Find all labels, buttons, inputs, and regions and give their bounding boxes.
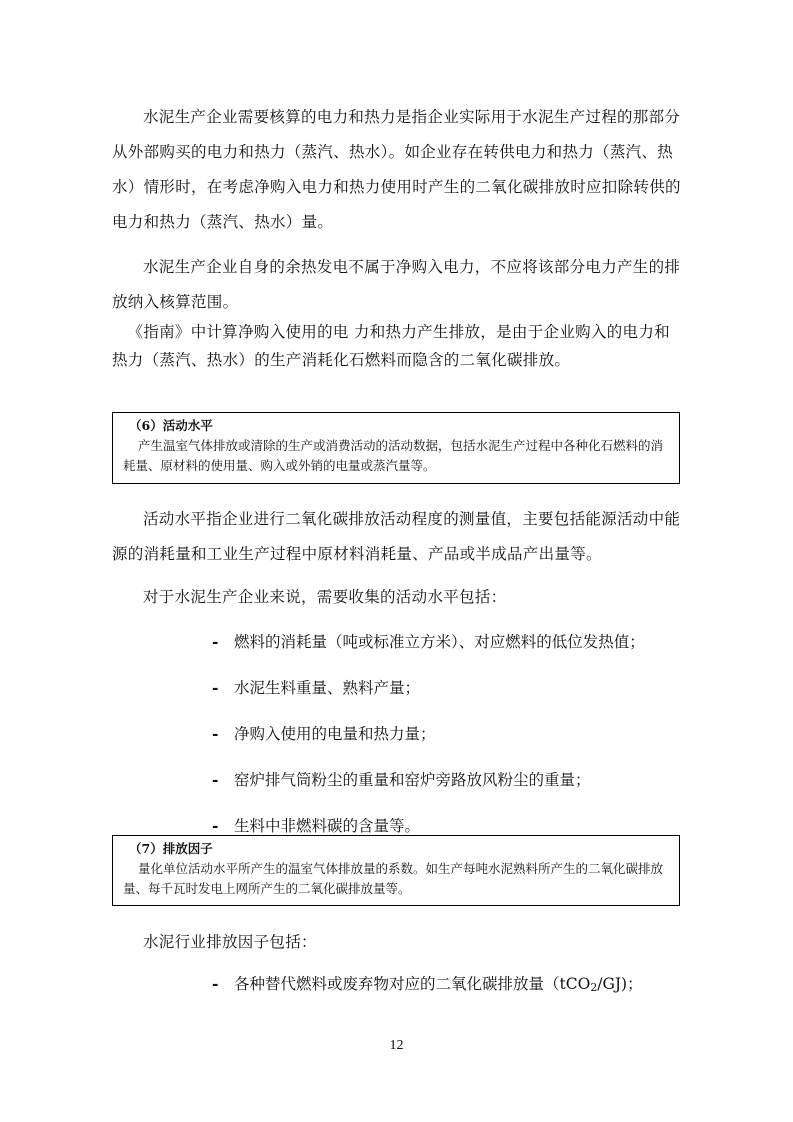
definition-body: 量化单位活动水平所产生的温室气体排放量的系数。如生产每吨水泥熟料所产生的二氧化碳排放量、每千瓦时发电上网所产生的二氧化碳排放量等。 — [123, 861, 664, 896]
list-item: - 生料中非燃料碳的含量等。 — [212, 816, 421, 835]
activity-level-list — [212, 631, 682, 861]
dash-bullet: - — [212, 632, 219, 651]
list-item: - 燃料的消耗量（吨或标准立方米）、对应燃料的低位发热值； — [212, 632, 645, 651]
paragraph-activity-level: 活动水平指企业进行二氧化碳排放活动程度的测量值，主要包括能源活动中能源的消耗量和工业生产过程中原材料消耗量、产品或半成品产出量等。 — [112, 510, 681, 563]
emission-factor-list — [212, 973, 682, 1019]
definition-title: （6）活动水平 — [129, 418, 213, 433]
page-number: 12 — [389, 1038, 404, 1053]
definition-box-activity-level — [112, 412, 680, 484]
paragraph-guide-note: 《指南》中计算净购入使用的电 力和热力产生排放，是由于企业购入的电力和热力（蒸汽、热水）的生产消耗化石燃料而隐含的二氧化碳排放。 — [112, 323, 670, 369]
definition-title: （7）排放因子 — [129, 841, 213, 856]
list-item: - 净购入使用的电量和热力量； — [212, 724, 436, 743]
list-item: - 各种替代燃料或废弃物对应的二氧化碳排放量（tCO$_2$/GJ)； — [212, 974, 643, 995]
dash-bullet: - — [212, 770, 219, 789]
dash-bullet: - — [212, 724, 219, 743]
paragraph-purchased-power: 水泥生产企业需要核算的电力和热力是指企业实际用于水泥生产过程的那部分从外部购买的电力和热力（蒸汽、热水）。如企业存在转供电力和热力（蒸汽、热水）情形时，在考虑净购入电力和热力使用时产生的二氧化碳排放时应扣除转供的电力和热力（蒸汽、热水）量。 — [112, 108, 681, 231]
list-item: - 窑炉排气筒粉尘的重量和窑炉旁路放风粉尘的重量； — [212, 770, 591, 789]
paragraph-emission-factor-intro: 水泥行业排放因子包括： — [143, 933, 317, 951]
list-item: - 水泥生料重量、熟料产量； — [212, 678, 421, 697]
paragraph-collect-intro: 对于水泥生产企业来说，需要收集的活动水平包括： — [143, 588, 507, 606]
definition-body: 产生温室气体排放或清除的生产或消费活动的活动数据，包括水泥生产过程中各种化石燃料的消耗量、原材料的使用量、购入或外销的电量或蒸汽量等。 — [123, 438, 664, 473]
definition-box-emission-factor — [112, 835, 680, 906]
dash-bullet: - — [212, 816, 219, 835]
paragraph-waste-heat: 水泥生产企业自身的余热发电不属于净购入电力，不应将该部分电力产生的排放纳入核算范围。 — [112, 258, 681, 311]
dash-bullet: - — [212, 678, 219, 697]
dash-bullet: - — [212, 974, 219, 993]
